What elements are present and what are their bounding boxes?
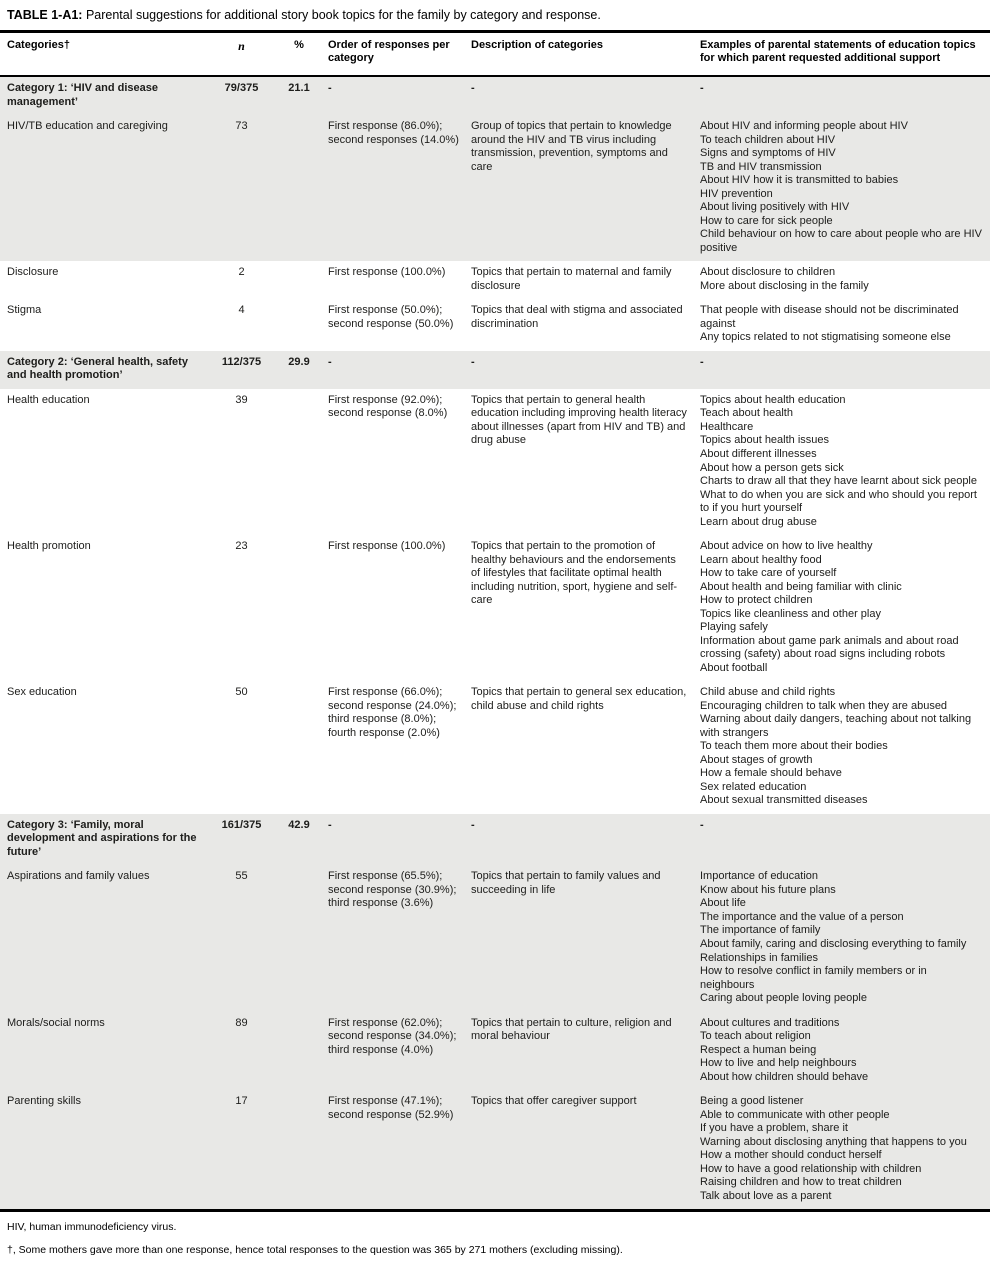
n-cell: 112/375 <box>221 355 262 368</box>
table-row <box>0 814 990 866</box>
table-title-text: Parental suggestions for additional story book topics for the family by category and response. <box>85 8 601 22</box>
example-item: HIV prevention <box>700 187 773 200</box>
example-item: How to have a good relationship with children <box>700 1162 922 1175</box>
n-cell: 4 <box>238 304 245 317</box>
percent-cell: 29.9 <box>288 355 310 368</box>
example-item: Healthcare <box>700 420 754 433</box>
table-row <box>0 389 990 535</box>
description-cell: Topics that deal with stigma and associated discrimination <box>471 304 683 330</box>
table-row <box>0 535 990 681</box>
example-item: About stages of growth <box>700 753 813 766</box>
order-cell: First response (92.0%); second response (8.0%) <box>328 393 448 420</box>
percent-cell: 21.1 <box>288 82 310 95</box>
example-item: To teach children about HIV <box>700 133 836 146</box>
n-cell: 55 <box>235 870 248 883</box>
n-cell: 39 <box>235 393 248 406</box>
category-cell: Morals/social norms <box>7 1016 105 1029</box>
order-cell: First response (47.1%); second response (52.9%) <box>328 1095 454 1121</box>
table-title <box>0 5 990 30</box>
example-item: Information about game park animals and about road crossing (safety) about road signs including robots <box>700 634 959 661</box>
example-item: About health and being familiar with clinic <box>700 580 902 593</box>
example-item: To teach about religion <box>700 1030 811 1043</box>
examples-cell <box>700 865 990 1011</box>
order-cell: - <box>328 355 332 368</box>
example-item: Respect a human being <box>700 1043 817 1056</box>
description-cell: Topics that pertain to maternal and family disclosure <box>471 266 672 292</box>
example-item: Importance of education <box>700 870 819 883</box>
examples-cell <box>700 76 990 115</box>
example-item: Child abuse and child rights <box>700 686 836 699</box>
table-row <box>0 1012 990 1091</box>
footnote-abbreviation: HIV, human immunodeficiency virus. <box>7 1221 177 1234</box>
example-item: How to care for sick people <box>700 214 833 227</box>
example-item: About football <box>700 661 768 674</box>
description-cell: - <box>471 82 475 95</box>
example-item: Signs and symptoms of HIV <box>700 147 836 160</box>
example-item: How a mother should conduct herself <box>700 1149 882 1162</box>
example-item: To teach them more about their bodies <box>700 740 888 753</box>
description-cell: Topics that offer caregiver support <box>471 1095 637 1108</box>
example-item: About advice on how to live healthy <box>700 540 873 553</box>
example-item: - <box>700 818 704 831</box>
header-row <box>0 31 990 76</box>
percent-cell: 42.9 <box>288 818 310 831</box>
table-row <box>0 261 990 299</box>
table-row <box>0 76 990 115</box>
order-cell: - <box>328 82 332 95</box>
description-cell: Group of topics that pertain to knowledge around the HIV and TB virus including transmission, prevention, symptoms and care <box>471 120 672 173</box>
examples-cell <box>700 351 990 389</box>
category-cell: Sex education <box>7 686 77 699</box>
percent-cell <box>276 299 328 351</box>
example-item: Playing safely <box>700 621 768 634</box>
n-cell: 50 <box>235 686 248 699</box>
table-row <box>0 681 990 814</box>
example-item: Know about his future plans <box>700 883 836 896</box>
order-cell: First response (50.0%); second response (50.0%) <box>328 304 454 330</box>
example-item: How to protect children <box>700 594 813 607</box>
table-row <box>0 865 990 1011</box>
example-item: About life <box>700 897 746 910</box>
example-item: TB and HIV transmission <box>700 160 822 173</box>
n-cell: 79/375 <box>224 82 259 95</box>
percent-cell <box>276 1090 328 1211</box>
example-item: About disclosure to children <box>700 266 836 279</box>
example-item: Learn about healthy food <box>700 553 822 566</box>
table-row <box>0 115 990 261</box>
example-item: About living positively with HIV <box>700 201 850 214</box>
examples-cell <box>700 299 990 351</box>
example-item: About HIV and informing people about HIV <box>700 120 908 133</box>
examples-cell <box>700 261 990 299</box>
example-item: About HIV how it is transmitted to babies <box>700 174 899 187</box>
example-item: More about disclosing in the family <box>700 279 869 292</box>
order-cell: First response (66.0%); second response (24.0%); third response (8.0%); fourth response (2.0%) <box>328 686 457 739</box>
example-item: How to take care of yourself <box>700 567 837 580</box>
example-item: About how children should behave <box>700 1070 869 1083</box>
example-item: - <box>700 82 704 95</box>
example-item: About family, caring and disclosing everything to family <box>700 938 967 950</box>
n-cell: 2 <box>238 266 245 279</box>
example-item: About how a person gets sick <box>700 461 844 474</box>
percent-cell <box>276 535 328 681</box>
category-cell: Health promotion <box>7 540 91 553</box>
table-title-label: TABLE 1-A1: <box>7 8 83 22</box>
percent-cell <box>276 681 328 814</box>
example-item: - <box>700 355 704 368</box>
example-item: Able to communicate with other people <box>700 1108 890 1121</box>
example-item: How a female should behave <box>700 767 842 780</box>
examples-cell <box>700 1012 990 1091</box>
example-item: Topics like cleanliness and other play <box>700 607 881 620</box>
example-item: Warning about disclosing anything that happens to you <box>700 1135 967 1148</box>
example-item: Relationships in families <box>700 951 818 964</box>
example-item: If you have a problem, share it <box>700 1122 848 1135</box>
order-cell: First response (100.0%) <box>328 540 446 553</box>
example-item: About different illnesses <box>700 447 817 460</box>
examples-cell <box>700 1090 990 1211</box>
percent-cell <box>276 389 328 535</box>
n-cell: 161/375 <box>221 818 262 831</box>
example-item: Any topics related to not stigmatising someone else <box>700 331 951 344</box>
order-cell: First response (100.0%) <box>328 266 446 279</box>
example-item: About cultures and traditions <box>700 1016 840 1029</box>
order-cell: - <box>328 818 332 831</box>
example-item: What to do when you are sick and who should you report to if you hurt yourself <box>700 488 977 515</box>
footnote-dagger: †, Some mothers gave more than one response, hence total responses to the question was 365 by 271 mothers (excluding missing). <box>7 1243 623 1256</box>
col-header-categories: Categories† <box>0 31 213 76</box>
col-header-description: Description of categories <box>471 31 700 76</box>
example-item: Raising children and how to treat children <box>700 1176 902 1189</box>
percent-cell <box>276 261 328 299</box>
col-header-order: Order of responses per category <box>328 31 471 76</box>
example-item: Being a good listener <box>700 1095 804 1108</box>
col-header-percent: % <box>276 31 328 76</box>
n-cell: 17 <box>235 1095 248 1108</box>
example-item: Charts to draw all that they have learnt about sick people <box>700 475 977 488</box>
example-item: How to resolve conflict in family members or in neighbours <box>700 965 927 991</box>
category-cell: Health education <box>7 393 90 406</box>
category-cell: Disclosure <box>7 266 59 279</box>
example-item: That people with disease should not be discriminated against <box>700 304 959 330</box>
examples-cell <box>700 389 990 535</box>
n-cell: 89 <box>235 1016 248 1029</box>
table-row <box>0 299 990 351</box>
description-cell: - <box>471 355 475 368</box>
percent-cell <box>276 1012 328 1091</box>
example-item: Warning about daily dangers, teaching about not talking with strangers <box>700 713 972 739</box>
footnotes <box>0 1212 990 1257</box>
example-item: Encouraging children to talk when they are abused <box>700 699 948 712</box>
table-row <box>0 351 990 389</box>
description-cell: Topics that pertain to culture, religion and moral behaviour <box>471 1016 672 1043</box>
category-cell: HIV/TB education and caregiving <box>7 120 168 133</box>
example-item: Child behaviour on how to care about people who are HIV positive <box>700 228 982 254</box>
col-header-examples: Examples of parental statements of education topics for which parent requested additional support <box>700 31 990 76</box>
examples-cell <box>700 814 990 866</box>
description-cell: Topics that pertain to family values and succeeding in life <box>471 870 661 896</box>
category-cell: Category 3: ‘Family, moral development and aspirations for the future’ <box>7 818 197 858</box>
example-item: Topics about health education <box>700 393 846 406</box>
example-item: Learn about drug abuse <box>700 515 817 528</box>
description-cell: Topics that pertain to the promotion of healthy behaviours and the endorsements of lifestyles that facilitate optimal health including nutrition, sport, hygiene and self-care <box>471 540 678 607</box>
examples-cell <box>700 115 990 261</box>
example-item: How to live and help neighbours <box>700 1057 857 1070</box>
percent-cell <box>276 115 328 261</box>
description-cell: Topics that pertain to general health education including improving health literacy about illnesses (apart from HIV and TB) and drug abuse <box>471 393 687 447</box>
n-symbol: n <box>238 38 245 53</box>
order-cell: First response (62.0%); second response (34.0%); third response (4.0%) <box>328 1016 457 1056</box>
examples-cell <box>700 681 990 814</box>
order-cell: First response (65.5%); second response (30.9%); third response (3.6%) <box>328 870 457 910</box>
description-cell: - <box>471 818 475 831</box>
col-header-n <box>213 31 276 76</box>
category-cell: Stigma <box>7 304 42 317</box>
category-cell: Category 1: ‘HIV and disease management’ <box>7 82 158 108</box>
category-cell: Aspirations and family values <box>7 870 150 883</box>
percent-cell <box>276 865 328 1011</box>
n-cell: 73 <box>235 120 248 133</box>
table-row <box>0 1090 990 1211</box>
example-item: Teach about health <box>700 407 793 420</box>
examples-cell <box>700 535 990 681</box>
order-cell: First response (86.0%); second responses (14.0%) <box>328 120 459 146</box>
example-item: About sexual transmitted diseases <box>700 794 868 807</box>
data-table <box>0 30 990 1213</box>
category-cell: Category 2: ‘General health, safety and health promotion’ <box>7 355 188 382</box>
table-body <box>0 76 990 1211</box>
category-cell: Parenting skills <box>7 1095 81 1108</box>
description-cell: Topics that pertain to general sex education, child abuse and child rights <box>471 686 687 712</box>
example-item: The importance of family <box>700 924 821 937</box>
example-item: The importance and the value of a person <box>700 910 904 923</box>
n-cell: 23 <box>235 540 248 553</box>
example-item: Sex related education <box>700 780 807 793</box>
example-item: Topics about health issues <box>700 434 830 447</box>
example-item: Talk about love as a parent <box>700 1189 832 1202</box>
example-item: Caring about people loving people <box>700 992 867 1005</box>
